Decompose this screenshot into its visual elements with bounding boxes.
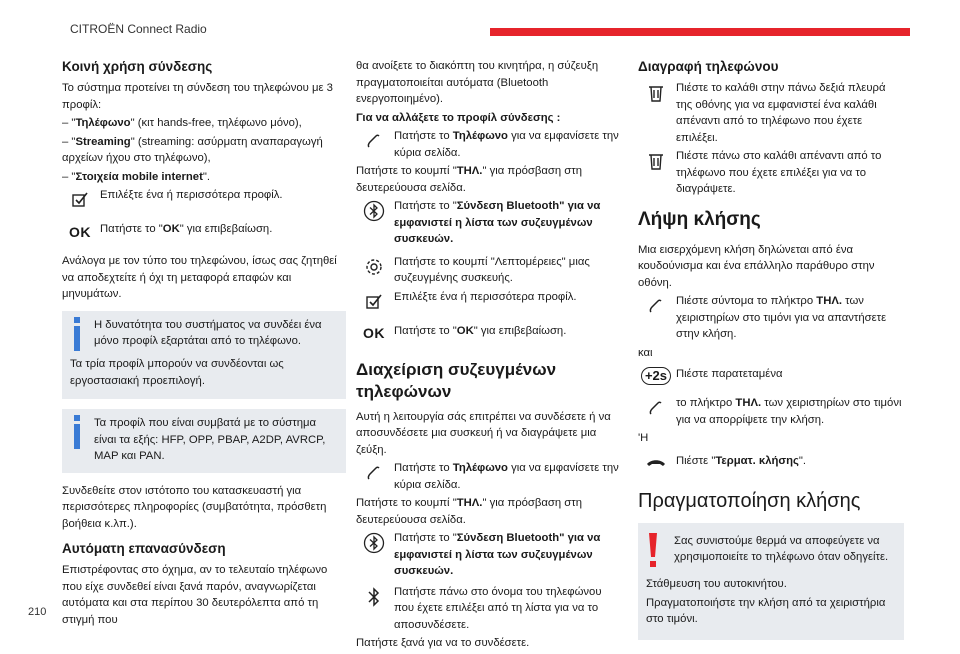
step-phone: Πατήστε το Τηλέφωνο για να εμφανίσετε την κύρια σελίδα.	[356, 128, 620, 161]
step-short-press: Πιέστε σύντομα το πλήκτρο ΤΗΛ. των χειριστηρίων στο τιμόνι για να απαντήσετε στην κλήση.	[638, 293, 904, 343]
continued-text: θα ανοίξετε το διακόπτη του κινητήρα, η σύζευξη πραγματοποιείται αυτόματα (Bluetooth ενεργοποιημένο).	[356, 60, 599, 105]
step-reconnect: Πατήστε ξανά για να το συνδέσετε.	[356, 637, 530, 649]
step-bluetooth: Πατήστε το "Σύνδεση Bluetooth" για να εμφανιστεί η λίστα των συζευγμένων συσκευών.	[356, 198, 620, 248]
or-text: 'Η	[638, 432, 649, 444]
phone-type-text: Ανάλογα με τον τύπο του τηλεφώνου, ίσως σας ζητηθεί να αποδεχτείτε ή όχι τη μεταφορά επαφών και μηνυμάτων.	[62, 255, 337, 300]
column-left	[62, 58, 346, 630]
info-icon	[70, 415, 88, 455]
checkbox-icon	[356, 289, 392, 315]
settings-gear-icon	[356, 254, 392, 280]
trash-icon	[638, 148, 674, 174]
profile-item-phone: – "Τηλέφωνο" (κιτ hands-free, τηλέφωνο μόνο),	[62, 117, 302, 129]
and-text: και	[638, 346, 653, 359]
info-icon	[70, 317, 88, 357]
manage-text: Αυτή η λειτουργία σάς επιτρέπει να συνδέσετε ή να αποσυνδέσετε μια συσκευή ή να διαγράψετε μια ζεύξη.	[356, 410, 611, 456]
step-tel-button: Πατήστε το κουμπί "ΤΗΛ." για πρόσβαση στη δευτερεύουσα σελίδα.	[356, 165, 583, 194]
heading-connection-sharing: Κοινή χρήση σύνδεσης	[62, 59, 213, 74]
manufacturer-site-text: Συνδεθείτε στον ιστότοπο του κατασκευαστή για περισσότερες πληροφορίες (συμβατότητα, πρόσθετη βοήθεια κ.λπ.).	[62, 484, 327, 530]
step-phone: Πατήστε το Τηλέφωνο για να εμφανίσετε την κύρια σελίδα.	[356, 460, 620, 493]
intro-text: Το σύστημα προτείνει τη σύνδεση του τηλεφώνου με 3 προφίλ:	[62, 82, 333, 111]
column-right	[638, 58, 904, 640]
phone-handset-icon	[638, 395, 674, 421]
step-select-profile: Επιλέξτε ένα ή περισσότερα προφίλ.	[62, 187, 346, 213]
info-box-profiles: Η δυνατότητα του συστήματος να συνδέει ένα μόνο προφίλ εξαρτάται από το τηλέφωνο. Τα τρία προφίλ μπορούν να συνδέονται ως εργοστασιακή προεπιλογή.	[62, 311, 346, 400]
heading-auto-reconnect: Αυτόματη επανασύνδεση	[62, 541, 226, 556]
receive-text: Μια εισερχόμενη κλήση δηλώνεται από ένα κουδούνισμα και ένα επάλληλο παράθυρο στην οθόνη.	[638, 243, 875, 289]
auto-reconnect-text: Επιστρέφοντας στο όχημα, αν το τελευταίο τηλέφωνο που είχε συνδεθεί είναι ξανά παρόν, αναγνωρίζεται αυτόματα και στα περίπου 30 δευτερόλεπτα από τη στιγμή που	[62, 564, 328, 626]
step-trash-confirm: Πιέστε πάνω στο καλάθι απέναντι από το τηλέφωνο που έχετε επιλέξει για να το διαγράψετε.	[638, 148, 904, 198]
info-box-compatible: Τα προφίλ που είναι συμβατά με το σύστημα είναι τα εξής: HFP, OPP, PBAP, A2DP, AVRCP, MAP και PAN.	[62, 409, 346, 473]
heading-change-profile: Για να αλλάξετε το προφίλ σύνδεσης :	[356, 111, 561, 124]
phone-handset-icon	[638, 293, 674, 319]
checkbox-icon	[62, 187, 98, 213]
step-trash: Πιέστε το καλάθι στην πάνω δεξιά πλευρά της οθόνης για να εμφανιστεί ένα καλάθι απέναντι από το τηλέφωνο που έχετε επιλέξει.	[638, 80, 904, 146]
column-middle	[356, 58, 620, 654]
trash-icon	[638, 80, 674, 106]
profile-item-streaming: – "Streaming" (streaming: ασύρματη αναπαραγωγή αρχείων ήχου στο τηλέφωνο),	[62, 135, 323, 164]
profile-item-internet: – "Στοιχεία mobile internet".	[62, 170, 211, 183]
step-details: Πατήστε το κουμπί "Λεπτομέρειες" μιας συζευγμένης συσκευής.	[356, 254, 620, 287]
warning-box: Σας συνιστούμε θερμά να αποφεύγετε να χρησιμοποιείτε το τηλέφωνο όταν οδηγείτε. Στάθμευση του αυτοκινήτου. Πραγματοποιήστε την κλήση από τα χειριστήρια στο τιμόνι.	[638, 523, 904, 640]
phone-handset-icon	[356, 460, 392, 486]
warning-icon	[646, 533, 668, 575]
step-end-call: Πιέστε "Τερματ. κλήσης".	[638, 449, 904, 475]
long-press-badge: +2s	[638, 363, 674, 389]
heading-delete-phone: Διαγραφή τηλεφώνου	[638, 59, 779, 74]
ok-icon: OK	[69, 223, 91, 240]
header-accent-bar	[490, 28, 910, 36]
heading-manage-phones: Διαχείριση συζευγμένων τηλεφώνων	[356, 359, 557, 401]
page-header-title: CITROËN Connect Radio	[70, 22, 207, 36]
step-phone-name: Πατήστε πάνω στο όνομα του τηλεφώνου που έχετε επιλέξει από τη λίστα για να το αποσυνδέσετε.	[356, 584, 620, 634]
step-confirm-ok: OK Πατήστε το "OK" για επιβεβαίωση.	[62, 219, 346, 245]
heading-make-call: Πραγματοποίηση κλήσης	[638, 489, 861, 512]
ok-icon: OK	[363, 325, 385, 342]
heading-receive-call: Λήψη κλήσης	[638, 208, 761, 230]
step-long-press: +2s Πιέστε παρατεταμένα	[638, 363, 904, 389]
step-tel-button: Πατήστε το κουμπί "ΤΗΛ." για πρόσβαση στη δευτερεύουσα σελίδα.	[356, 497, 583, 526]
phone-handset-icon	[356, 128, 392, 154]
bluetooth-icon	[356, 530, 392, 556]
step-reject: το πλήκτρο ΤΗΛ. των χειριστηρίων στο τιμόνι για να απορρίψετε την κλήση.	[638, 395, 904, 428]
page-number: 210	[28, 606, 47, 618]
step-select-profile: Επιλέξτε ένα ή περισσότερα προφίλ.	[356, 289, 620, 315]
bluetooth-symbol-icon	[356, 584, 392, 610]
step-confirm-ok: OK Πατήστε το "OK" για επιβεβαίωση.	[356, 321, 620, 347]
step-bluetooth: Πατήστε το "Σύνδεση Bluetooth" για να εμφανιστεί η λίστα των συζευγμένων συσκευών.	[356, 530, 620, 580]
bluetooth-icon	[356, 198, 392, 224]
hang-up-icon	[638, 449, 674, 475]
